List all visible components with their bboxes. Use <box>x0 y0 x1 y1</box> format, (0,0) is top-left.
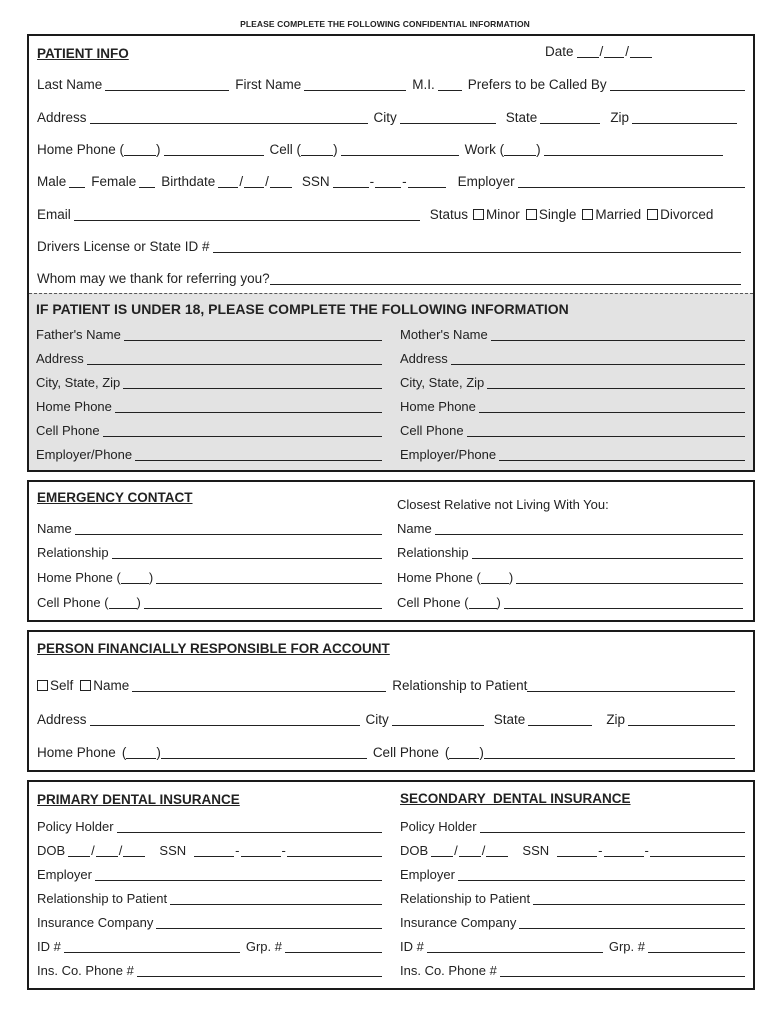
primary-dob-row: DOB / / SSN - - <box>37 843 382 858</box>
financial-address-label: Address <box>37 712 87 727</box>
status-married-label: Married <box>595 207 642 222</box>
father-address-label: Address <box>36 351 84 366</box>
financial-title: PERSON FINANCIALLY RESPONSIBLE FOR ACCOUNT <box>37 641 390 656</box>
license-label: Drivers License or State ID # <box>37 239 210 254</box>
financial-address-field[interactable] <box>90 714 360 726</box>
mother-home-phone-label: Home Phone <box>400 399 476 414</box>
mother-name-field[interactable] <box>491 329 745 341</box>
secondary-company-label: Insurance Company <box>400 915 517 930</box>
father-cell-field[interactable] <box>103 425 382 437</box>
primary-company-row <box>37 915 382 930</box>
secondary-employer-row <box>400 867 745 882</box>
secondary-group-field[interactable] <box>648 941 745 953</box>
financial-state-field[interactable] <box>528 714 592 726</box>
status-label: Status <box>429 207 469 222</box>
work-area-field[interactable] <box>504 144 536 156</box>
primary-ssn-part2-field[interactable] <box>241 845 281 857</box>
primary-dob-year-field[interactable] <box>123 845 145 857</box>
date-month-field[interactable] <box>577 46 599 58</box>
financial-relationship-label: Relationship to Patient <box>392 678 528 693</box>
emergency-relationship-label: Relationship <box>37 545 109 560</box>
license-field[interactable] <box>213 241 741 253</box>
secondary-id-row <box>400 939 745 954</box>
secondary-dob-row: DOB / / SSN - - <box>400 843 745 858</box>
primary-policy-field[interactable] <box>117 821 382 833</box>
relative-home-area-field[interactable] <box>481 572 509 584</box>
mi-field[interactable] <box>438 79 462 91</box>
minor-right-mother <box>400 327 745 342</box>
secondary-relationship-row <box>400 891 745 906</box>
birthdate-year-field[interactable] <box>270 176 292 188</box>
emergency-name-field[interactable] <box>75 523 382 535</box>
financial-home-area-field[interactable] <box>126 747 156 759</box>
minor-left-employer <box>36 447 382 462</box>
financial-state-label: State <box>493 712 526 727</box>
secondary-ssn-part1-field[interactable] <box>557 845 597 857</box>
emergency-relationship-row <box>37 545 382 560</box>
preferred-name-label: Prefers to be Called By <box>467 77 607 92</box>
financial-city-field[interactable] <box>392 714 484 726</box>
primary-relationship-label: Relationship to Patient <box>37 891 168 906</box>
emergency-cell-field[interactable] <box>144 597 382 609</box>
work-field[interactable] <box>544 144 723 156</box>
minor-subsection <box>29 293 753 470</box>
primary-employer-label: Employer <box>37 867 92 882</box>
emergency-relationship-field[interactable] <box>112 547 382 559</box>
phone-row: Home Phone ( ) Cell ( ) Work ( ) <box>37 142 723 157</box>
minor-right-csz <box>400 375 745 390</box>
mi-label: M.I. <box>412 77 435 92</box>
mother-home-phone-field[interactable] <box>479 401 745 413</box>
cell-field[interactable] <box>341 144 459 156</box>
work-label: Work ( <box>464 142 505 157</box>
mother-cell-label: Cell Phone <box>400 423 464 438</box>
primary-dob-label: DOB <box>37 843 66 858</box>
email-status-row <box>37 207 747 222</box>
relative-name-label: Name <box>397 521 432 536</box>
referral-field[interactable] <box>270 273 741 285</box>
secondary-company-field[interactable] <box>519 917 745 929</box>
secondary-employer-label: Employer <box>400 867 455 882</box>
status-minor-checkbox[interactable] <box>473 209 484 220</box>
secondary-dob-day-field[interactable] <box>459 845 481 857</box>
emergency-contact-section <box>27 480 755 622</box>
self-checkbox[interactable] <box>37 680 48 691</box>
secondary-dob-label: DOB <box>400 843 429 858</box>
demographics-row: Male Female Birthdate / / SSN - - Employer <box>37 174 745 189</box>
secondary-relationship-field[interactable] <box>533 893 745 905</box>
emergency-name-row <box>37 521 382 536</box>
secondary-policy-label: Policy Holder <box>400 819 477 834</box>
financial-address-row <box>37 712 735 727</box>
zip-field[interactable] <box>632 112 737 124</box>
relative-home-phone-row: Home Phone ( ) <box>397 570 743 585</box>
ssn-part2-field[interactable] <box>375 176 401 188</box>
minor-left-cell <box>36 423 382 438</box>
financial-name-row <box>37 678 735 693</box>
relative-relationship-row <box>397 545 743 560</box>
financial-name-label: Name <box>93 678 130 693</box>
home-phone-area-field[interactable] <box>124 144 156 156</box>
state-label: State <box>505 110 538 125</box>
financial-zip-field[interactable] <box>628 714 735 726</box>
primary-employer-row <box>37 867 382 882</box>
father-home-phone-label: Home Phone <box>36 399 112 414</box>
ssn-part1-field[interactable] <box>333 176 369 188</box>
financial-cell-area-field[interactable] <box>449 747 479 759</box>
minor-right-address <box>400 351 745 366</box>
financial-section <box>27 630 755 772</box>
primary-phone-field[interactable] <box>137 965 382 977</box>
secondary-group-label: Grp. # <box>608 939 645 954</box>
primary-policy-label: Policy Holder <box>37 819 114 834</box>
mother-employer-label: Employer/Phone <box>400 447 497 462</box>
secondary-ssn-part2-field[interactable] <box>604 845 644 857</box>
birthdate-month-field[interactable] <box>218 176 238 188</box>
secondary-phone-field[interactable] <box>500 965 745 977</box>
secondary-ssn-part3-field[interactable] <box>650 845 745 857</box>
relative-cell-label: Cell Phone ( <box>397 595 469 610</box>
primary-ssn-part1-field[interactable] <box>194 845 234 857</box>
closest-relative-title <box>397 497 609 512</box>
primary-insurance-title: PRIMARY DENTAL INSURANCE <box>37 792 240 807</box>
patient-info-title: PATIENT INFO <box>37 46 129 61</box>
financial-city-label: City <box>365 712 389 727</box>
name-row <box>37 77 745 92</box>
ssn-part3-field[interactable] <box>408 176 446 188</box>
minor-right-employer <box>400 447 745 462</box>
father-address-field[interactable] <box>87 353 382 365</box>
relative-cell-area-field[interactable] <box>469 597 497 609</box>
father-home-phone-field[interactable] <box>115 401 382 413</box>
license-row <box>37 239 741 254</box>
mother-cell-field[interactable] <box>467 425 745 437</box>
father-name-field[interactable] <box>124 329 382 341</box>
primary-group-field[interactable] <box>285 941 382 953</box>
secondary-relationship-label: Relationship to Patient <box>400 891 531 906</box>
status-single-checkbox[interactable] <box>526 209 537 220</box>
minor-left-csz <box>36 375 382 390</box>
primary-company-label: Insurance Company <box>37 915 154 930</box>
primary-dob-month-field[interactable] <box>68 845 90 857</box>
emergency-cell-area-field[interactable] <box>109 597 137 609</box>
first-name-field[interactable] <box>304 79 406 91</box>
emergency-cell-row: Cell Phone ( ) <box>37 595 382 610</box>
relative-name-row <box>397 521 743 536</box>
relative-home-phone-label: Home Phone ( <box>397 570 481 585</box>
date-year-field[interactable] <box>630 46 652 58</box>
city-label: City <box>373 110 397 125</box>
status-minor-label: Minor <box>486 207 520 222</box>
patient-info-section <box>27 34 755 472</box>
first-name-label: First Name <box>235 77 302 92</box>
form-header-note: PLEASE COMPLETE THE FOLLOWING CONFIDENTIAL INFORMATION <box>240 19 530 29</box>
status-divorced-checkbox[interactable] <box>647 209 658 220</box>
emergency-home-phone-row: Home Phone ( ) <box>37 570 382 585</box>
primary-policy-row <box>37 819 382 834</box>
primary-phone-label: Ins. Co. Phone # <box>37 963 134 978</box>
relative-home-phone-field[interactable] <box>516 572 743 584</box>
email-label: Email <box>37 207 71 222</box>
secondary-phone-label: Ins. Co. Phone # <box>400 963 497 978</box>
city-field[interactable] <box>400 112 496 124</box>
secondary-dob-month-field[interactable] <box>431 845 453 857</box>
state-field[interactable] <box>540 112 600 124</box>
father-csz-label: City, State, Zip <box>36 375 121 390</box>
self-label: Self <box>50 678 74 693</box>
minor-left-address <box>36 351 382 366</box>
financial-home-phone-field[interactable] <box>161 747 367 759</box>
father-name-label: Father's Name <box>36 327 121 342</box>
primary-id-field[interactable] <box>64 941 240 953</box>
financial-zip-label: Zip <box>606 712 626 727</box>
referral-row <box>37 271 741 286</box>
relative-relationship-label: Relationship <box>397 545 469 560</box>
address-row <box>37 110 737 125</box>
secondary-company-row <box>400 915 745 930</box>
secondary-phone-row <box>400 963 745 978</box>
primary-employer-field[interactable] <box>95 869 382 881</box>
secondary-employer-field[interactable] <box>458 869 745 881</box>
father-employer-field[interactable] <box>135 449 382 461</box>
primary-id-row <box>37 939 382 954</box>
closest-relative-label: Closest Relative not Living With You: <box>397 497 609 512</box>
emergency-home-phone-field[interactable] <box>156 572 382 584</box>
birthdate-label: Birthdate <box>161 174 216 189</box>
relative-cell-field[interactable] <box>504 597 743 609</box>
male-label: Male <box>37 174 67 189</box>
financial-name-field[interactable] <box>132 680 386 692</box>
minor-right-home-phone <box>400 399 745 414</box>
date-label: Date <box>545 44 574 59</box>
relative-name-field[interactable] <box>435 523 743 535</box>
secondary-policy-field[interactable] <box>480 821 745 833</box>
mother-csz-field[interactable] <box>487 377 745 389</box>
secondary-ssn-label: SSN <box>522 843 550 858</box>
mother-name-label: Mother's Name <box>400 327 488 342</box>
minor-title: IF PATIENT IS UNDER 18, PLEASE COMPLETE THE FOLLOWING INFORMATION <box>36 301 569 317</box>
ssn-label: SSN <box>301 174 330 189</box>
minor-left-father <box>36 327 382 342</box>
father-csz-field[interactable] <box>123 377 382 389</box>
employer-label: Employer <box>457 174 515 189</box>
mother-employer-field[interactable] <box>499 449 745 461</box>
primary-id-label: ID # <box>37 939 61 954</box>
referral-label: Whom may we thank for referring you? <box>37 271 270 286</box>
last-name-field[interactable] <box>105 79 229 91</box>
address-field[interactable] <box>90 112 368 124</box>
financial-phone-row: Home Phone ( ) Cell Phone ( ) <box>37 745 735 760</box>
financial-cell-field[interactable] <box>484 747 735 759</box>
cell-label: Cell ( <box>269 142 302 157</box>
cell-area-field[interactable] <box>301 144 333 156</box>
financial-relationship-field[interactable] <box>527 680 735 692</box>
last-name-label: Last Name <box>37 77 103 92</box>
address-label: Address <box>37 110 87 125</box>
primary-relationship-row <box>37 891 382 906</box>
primary-company-field[interactable] <box>156 917 382 929</box>
status-single-label: Single <box>538 207 577 222</box>
female-label: Female <box>91 174 137 189</box>
father-cell-label: Cell Phone <box>36 423 100 438</box>
date-day-field[interactable] <box>604 46 624 58</box>
email-field[interactable] <box>74 209 420 221</box>
name-checkbox[interactable] <box>80 680 91 691</box>
emergency-home-phone-label: Home Phone ( <box>37 570 121 585</box>
secondary-dob-year-field[interactable] <box>486 845 508 857</box>
minor-right-cell <box>400 423 745 438</box>
insurance-section <box>27 780 755 990</box>
primary-ssn-part3-field[interactable] <box>287 845 382 857</box>
birthdate-day-field[interactable] <box>244 176 264 188</box>
male-field[interactable] <box>69 176 85 188</box>
father-employer-label: Employer/Phone <box>36 447 133 462</box>
mother-address-label: Address <box>400 351 448 366</box>
financial-home-phone-label: Home Phone <box>37 745 116 760</box>
secondary-id-field[interactable] <box>427 941 603 953</box>
status-divorced-label: Divorced <box>660 207 714 222</box>
emergency-cell-label: Cell Phone ( <box>37 595 109 610</box>
female-field[interactable] <box>139 176 155 188</box>
emergency-home-area-field[interactable] <box>121 572 149 584</box>
financial-cell-label: Cell Phone <box>372 745 439 760</box>
emergency-name-label: Name <box>37 521 72 536</box>
preferred-name-field[interactable] <box>610 79 745 91</box>
relative-relationship-field[interactable] <box>472 547 743 559</box>
relative-cell-row: Cell Phone ( ) <box>397 595 743 610</box>
zip-label: Zip <box>610 110 630 125</box>
minor-left-home-phone <box>36 399 382 414</box>
secondary-insurance-title: SECONDARY DENTAL INSURANCE <box>400 791 631 806</box>
home-phone-field[interactable] <box>164 144 264 156</box>
secondary-id-label: ID # <box>400 939 424 954</box>
mother-csz-label: City, State, Zip <box>400 375 485 390</box>
emergency-title: EMERGENCY CONTACT <box>37 490 193 505</box>
secondary-policy-row <box>400 819 745 834</box>
status-married-checkbox[interactable] <box>582 209 593 220</box>
primary-relationship-field[interactable] <box>170 893 382 905</box>
primary-dob-day-field[interactable] <box>96 845 118 857</box>
primary-phone-row <box>37 963 382 978</box>
employer-field[interactable] <box>518 176 745 188</box>
primary-group-label: Grp. # <box>245 939 282 954</box>
home-phone-label: Home Phone ( <box>37 142 125 157</box>
mother-address-field[interactable] <box>451 353 745 365</box>
primary-ssn-label: SSN <box>159 843 187 858</box>
date-row: Date / / <box>545 44 652 59</box>
